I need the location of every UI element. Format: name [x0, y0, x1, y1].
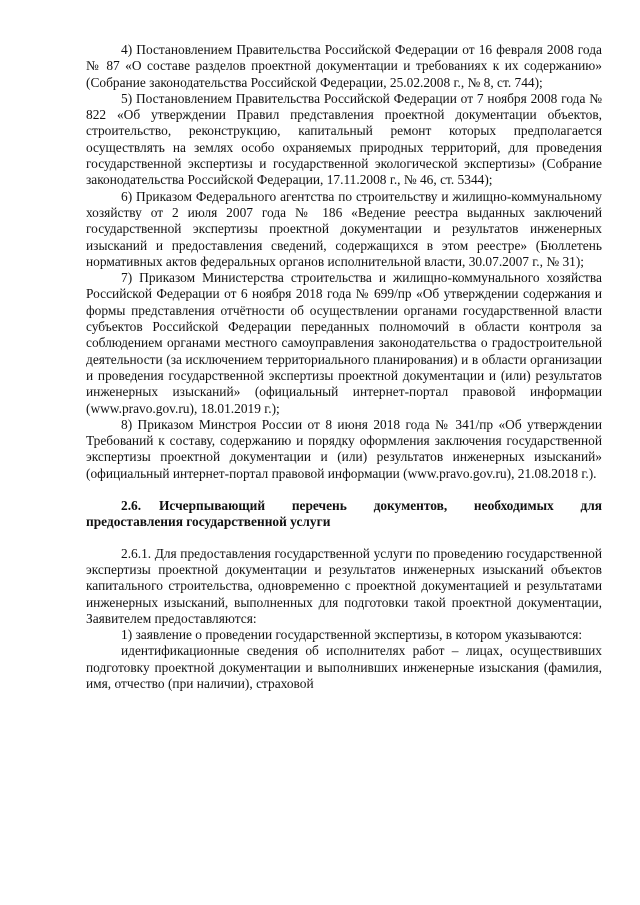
body-paragraph: идентификационные сведения об исполнителях работ – лицах, осуществивших подготовку проектной документации и выполнивших инженерные изыскания (фамилия, имя, отчество (при наличии), страховой: [86, 643, 602, 691]
list-item: 5) Постановлением Правительства Российской Федерации от 7 ноября 2008 года № 822 «Об утверждении Правил представления проектной документации объектов, строительство, реконструкцию, капитальный ремонт которых предполагается осуществлять на землях особо охраняемых природных территорий, для проведения государственной экспертизы и государственной экологической экспертизы» (Собрание законодательства Российской Федерации, 17.11.2008 г., № 46, ст. 5344);: [86, 90, 602, 188]
body-paragraph: 1) заявление о проведении государственной экспертизы, в котором указываются:: [121, 627, 583, 643]
section-number: 2.6.: [121, 498, 142, 514]
section-title: Исчерпывающий перечень документов, необходимых для предоставления государственной услуги: [86, 498, 602, 530]
body-paragraph: 2.6.1. Для предоставления государственной услуги по проведению государственной экспертизы проектной документации и результатов инженерных изысканий объектов капитального строительства, одновременно с проектной документацией и результатами инженерных изысканий, выполненных для подготовки такой проектной документации, Заявителем предоставляются:: [86, 545, 602, 626]
list-item: 8) Приказом Минстроя России от 8 июня 2018 года № 341/пр «Об утверждении Требований к составу, содержанию и порядку оформления заключения государственной экспертизы проектной документации и (или) результатов инженерных изысканий» (официальный интернет-портал правовой информации (www.pravo.gov.ru), 21.08.2018 г.).: [86, 416, 602, 481]
list-item: 7) Приказом Министерства строительства и жилищно-коммунального хозяйства Российской Федерации от 6 ноября 2018 года № 699/пр «Об утверждении содержания и формы представления отчётности об осуществлении органами государственной власти субъектов Российской Федерации переданных полномочий в области контроля за соблюдением органами местного самоуправления законодательства о градостроительной деятельности (за исключением территориального планирования) и в области организации и проведения государственной экспертизы проектной документации и (или) результатов инженерных изысканий» (официальный интернет-портал правовой информации (www.pravo.gov.ru), 18.01.2019 г.);: [86, 270, 602, 416]
section-heading: [86, 498, 602, 531]
list-item: 6) Приказом Федерального агентства по строительству и жилищно-коммунальному хозяйству от 2 июля 2007 года № 186 «Ведение реестра выданных заключений государственной экспертизы проектной документации и результатов инженерных изысканий и предоставления сведений, содержащихся в этом реестре» (Бюллетень нормативных актов федеральных органов исполнительной власти, 30.07.2007 г., № 31);: [86, 188, 602, 269]
document-page: [86, 42, 602, 692]
list-item: 4) Постановлением Правительства Российской Федерации от 16 февраля 2008 года № 87 «О составе разделов проектной документации и требованиях к их содержанию» (Собрание законодательства Российской Федерации, 25.02.2008 г., № 8, ст. 744);: [86, 42, 602, 90]
